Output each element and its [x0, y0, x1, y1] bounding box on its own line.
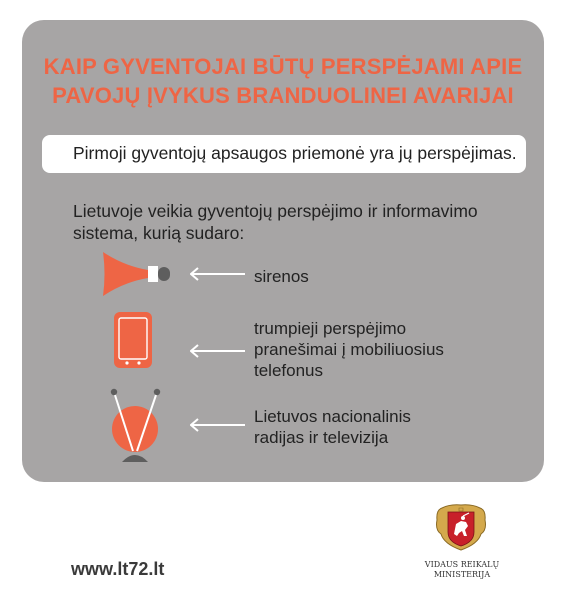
- arrow-icon: [190, 418, 246, 432]
- ministry-line-2: MINISTERIJA: [433, 570, 491, 579]
- title-line-1: KAIP GYVENTOJAI BŪTŲ PERSPĖJAMI APIE: [43, 54, 523, 79]
- item-label-line: radijas ir televizija: [254, 428, 389, 447]
- page-title: [22, 52, 544, 110]
- banner-text: Pirmoji gyventojų apsaugos priemonė yra jų perspėjimas.: [73, 143, 517, 163]
- item-label-line: pranešimai į mobiliuosius: [254, 340, 444, 359]
- item-label-line: Lietuvos nacionalinis: [254, 407, 411, 426]
- intro-line-2: sistema, kurią sudaro:: [73, 223, 245, 243]
- item-label-line: telefonus: [254, 361, 323, 380]
- item-label-sms: [254, 318, 444, 381]
- intro-line-1: Lietuvoje veikia gyventojų perspėjimo ir informavimo: [73, 201, 478, 221]
- mobile-phone-icon: [113, 311, 153, 369]
- title-line-2: PAVOJŲ ĮVYKUS BRANDUOLINEI AVARIJAI: [52, 83, 514, 108]
- tv-antenna-icon: [104, 385, 168, 465]
- ministry-line-1: VIDAUS REIKALŲ: [424, 560, 500, 569]
- siren-icon: [100, 250, 172, 298]
- website-link[interactable]: www.lt72.lt: [71, 559, 165, 579]
- arrow-icon: [190, 344, 246, 358]
- ministry-name: [410, 560, 514, 580]
- coat-of-arms-logo: [432, 500, 490, 556]
- item-label-sirens: [254, 266, 309, 287]
- item-label-line: sirenos: [254, 267, 309, 286]
- item-label-line: trumpieji perspėjimo: [254, 319, 407, 338]
- item-label-radio-tv: [254, 406, 411, 448]
- intro-text: [73, 200, 478, 244]
- arrow-icon: [190, 267, 246, 281]
